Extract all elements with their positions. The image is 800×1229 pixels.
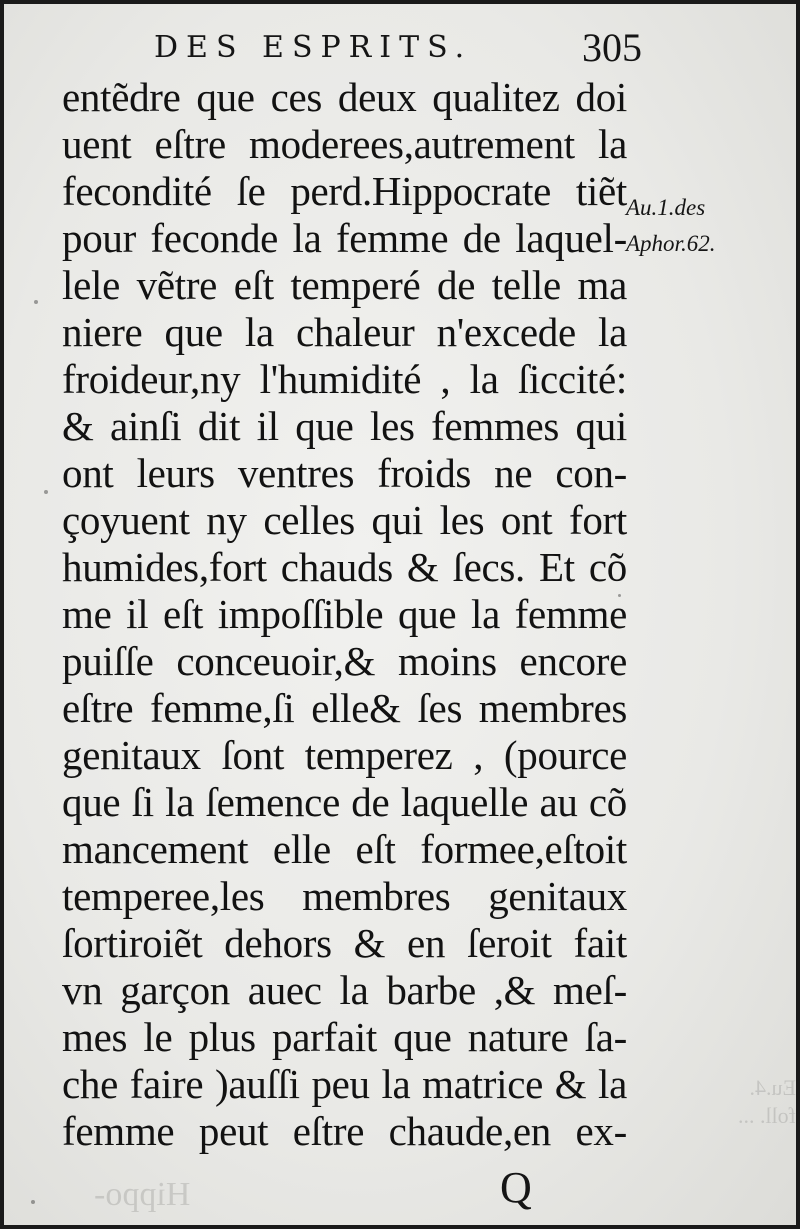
ink-speck <box>31 1200 35 1204</box>
margin-note-line: Aphor.62. <box>626 231 716 256</box>
text-line: entẽdre que ces deux qualitez doi <box>62 74 627 120</box>
text-line: fecondité ſe perd.Hippocrate tiẽt <box>62 168 627 214</box>
body-text <box>62 74 627 1155</box>
text-line: puiſſe conceuoir,& moins encore <box>62 638 627 684</box>
text-line: humides,fort chauds & ſecs. Et cõ <box>62 544 627 590</box>
book-page <box>4 4 796 1225</box>
text-line: & ainſi dit il que les femmes qui <box>62 403 627 449</box>
text-line: me il eſt impoſſible que la femme <box>62 591 627 637</box>
text-line: vn garçon auec la barbe ,& meſ- <box>62 967 627 1013</box>
bleed-through-text: Hippo- <box>94 1176 191 1213</box>
ink-speck <box>44 490 48 494</box>
text-line: lele vẽtre eſt temperé de telle ma <box>62 262 627 308</box>
text-line: ſortiroiẽt dehors & en ſeroit fait <box>62 920 627 966</box>
text-line: femme peut eſtre chaude,en ex- <box>62 1108 627 1154</box>
bleed-through-margin: Eu.4. foll. ... <box>737 1075 796 1128</box>
ink-speck <box>34 300 38 304</box>
margin-note <box>626 190 715 262</box>
text-line: eſtre femme,ſi elle& ſes membres <box>62 685 627 731</box>
text-line: froideur,ny l'humidité , la ſiccité: <box>62 356 627 402</box>
text-line: ont leurs ventres froids ne con- <box>62 450 627 496</box>
text-line: temperee,les membres genitaux <box>62 873 627 919</box>
text-line: que ſi la ſemence de laquelle au cõ <box>62 779 627 825</box>
text-line: niere que la chaleur n'excede la <box>62 309 627 355</box>
text-line: mes le plus parfait que nature ſa- <box>62 1014 627 1060</box>
text-line: mancement elle eſt formee,eſtoit <box>62 826 627 872</box>
text-line: uent eſtre moderees,autrement la <box>62 121 627 167</box>
text-line: che faire )auſſi peu la matrice & la <box>62 1061 627 1107</box>
catchword: Q <box>500 1163 532 1212</box>
text-line: pour feconde la femme de laquel- <box>62 215 627 261</box>
text-line: genitaux ſont temperez , (pource <box>62 732 627 778</box>
ink-speck <box>618 594 621 597</box>
text-line: çoyuent ny celles qui les ont fort <box>62 497 627 543</box>
margin-note-line: Au.1.des <box>626 195 706 220</box>
page-number: 305 <box>582 25 642 70</box>
running-title: DES ESPRITS. <box>154 30 473 65</box>
